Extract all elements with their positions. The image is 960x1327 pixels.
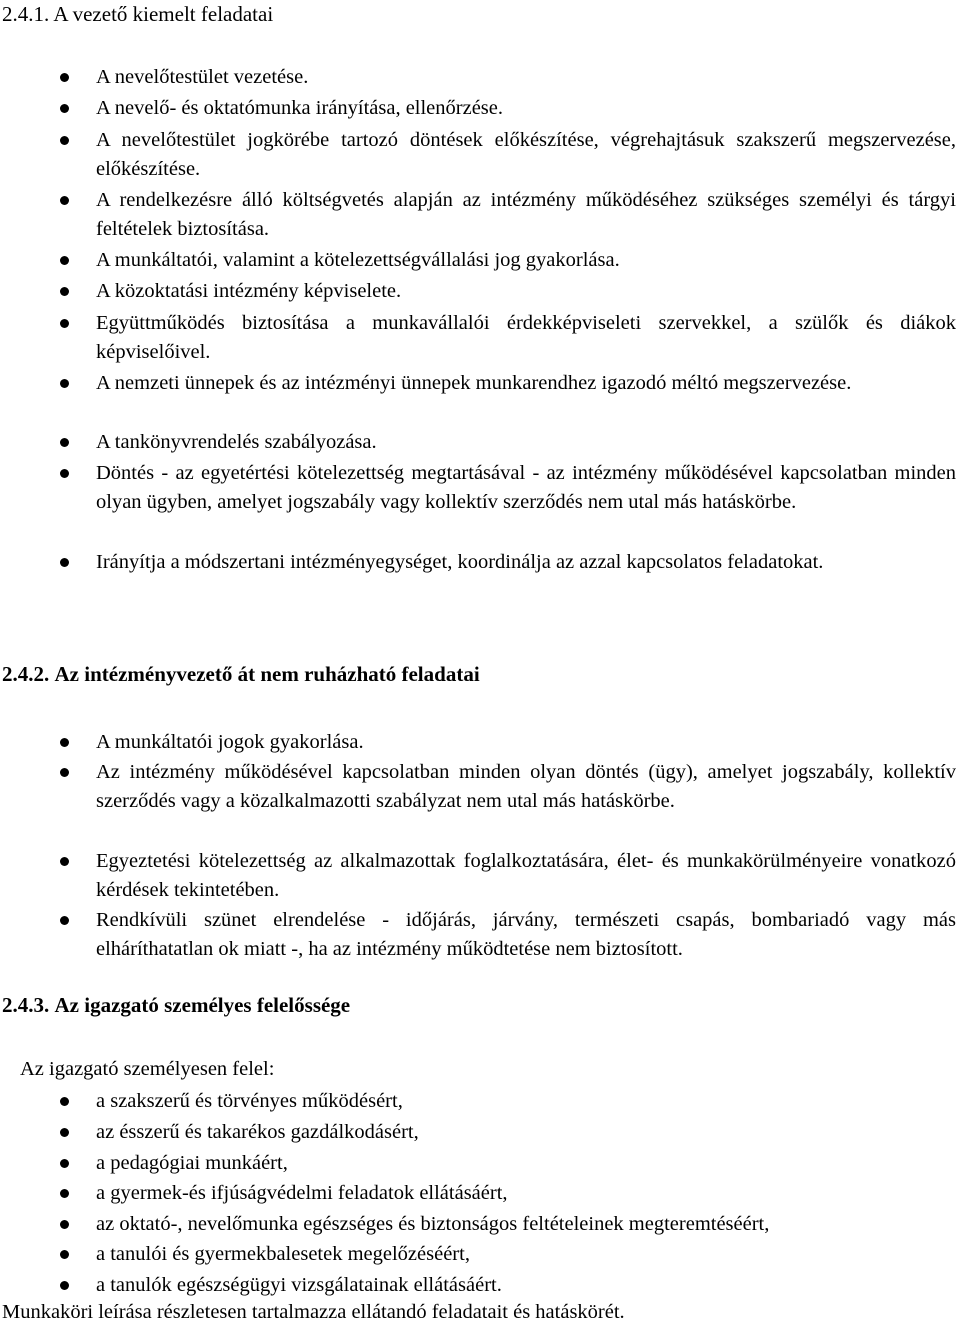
list-item: a gyermek-és ifjúságvédelmi feladatok ellátásáért, xyxy=(96,1179,956,1208)
list-item: Rendkívüli szünet elrendelése - időjárás, járvány, természeti csapás, bombariadó vagy más elháríthatatlan ok miatt -, ha az intézmény működtetése nem biztosított. xyxy=(96,906,956,964)
section-heading-2-4-3 xyxy=(2,993,350,1018)
list-item: A munkáltatói, valamint a kötelezettségvállalási jog gyakorlása. xyxy=(96,246,956,275)
list-item: Az intézmény működésével kapcsolatban minden olyan döntés (ügy), amelyet jogszabály, kollektív szerződés vagy a közalkalmazotti szabályzat nem utal más hatáskörbe. xyxy=(96,758,956,816)
section-title: Az igazgató személyes felelőssége xyxy=(54,993,351,1017)
list-item: Együttműködés biztosítása a munkavállalói érdekképviseleti szervekkel, a szülők és diákok képviselőivel. xyxy=(96,309,956,367)
list-item: Irányítja a módszertani intézményegységet, koordinálja az azzal kapcsolatos feladatokat. xyxy=(96,548,956,577)
list-item: az oktató-, nevelőmunka egészséges és biztonságos feltételeinek megteremtéséért, xyxy=(96,1210,956,1239)
section-heading-2-4-2 xyxy=(2,662,480,687)
section-number: 2.4.1. xyxy=(2,2,50,26)
list-item: A nevelő- és oktatómunka irányítása, ellenőrzése. xyxy=(96,94,956,123)
section-title: Az intézményvezető át nem ruházható feladatai xyxy=(54,662,480,686)
closing-paragraph: Munkaköri leírása részletesen tartalmazza ellátandó feladatait és hatáskörét. xyxy=(2,1301,625,1323)
list-item: a pedagógiai munkáért, xyxy=(96,1149,956,1178)
list-item: a tanulók egészségügyi vizsgálatainak ellátásáért. xyxy=(96,1271,956,1300)
list-item: A nemzeti ünnepek és az intézményi ünnepek munkarendhez igazodó méltó megszervezése. xyxy=(96,369,956,398)
list-item: az ésszerű és takarékos gazdálkodásért, xyxy=(96,1118,956,1147)
list-item: a szakszerű és törvényes működésért, xyxy=(96,1087,956,1116)
list-item: A nevelőtestület vezetése. xyxy=(96,63,956,92)
list-item: A tankönyvrendelés szabályozása. xyxy=(96,428,956,457)
list-item: Egyeztetési kötelezettség az alkalmazottak foglalkoztatására, élet- és munkakörülményeire vonatkozó kérdések tekintetében. xyxy=(96,847,956,905)
section-heading-2-4-1 xyxy=(2,2,273,27)
section-number: 2.4.2. xyxy=(2,662,50,686)
list-item: a tanulói és gyermekbalesetek megelőzéséért, xyxy=(96,1240,956,1269)
list-item: A rendelkezésre álló költségvetés alapján az intézmény működéséhez szükséges személyi és tárgyi feltételek biztosítása. xyxy=(96,186,956,244)
section-title: A vezető kiemelt feladatai xyxy=(53,2,274,26)
list-item: A közoktatási intézmény képviselete. xyxy=(96,277,956,306)
list-item: A munkáltatói jogok gyakorlása. xyxy=(96,728,956,757)
section-number: 2.4.3. xyxy=(2,993,50,1017)
list-item: A nevelőtestület jogkörébe tartozó döntések előkészítése, végrehajtásuk szakszerű megszervezése, előkészítése. xyxy=(96,126,956,184)
responsibility-intro: Az igazgató személyesen felel: xyxy=(20,1058,275,1080)
list-item: Döntés - az egyetértési kötelezettség megtartásával - az intézmény működésével kapcsolatban minden olyan ügyben, amelyet jogszabály vagy kollektív szerződés nem utal más hatáskörbe. xyxy=(96,459,956,517)
